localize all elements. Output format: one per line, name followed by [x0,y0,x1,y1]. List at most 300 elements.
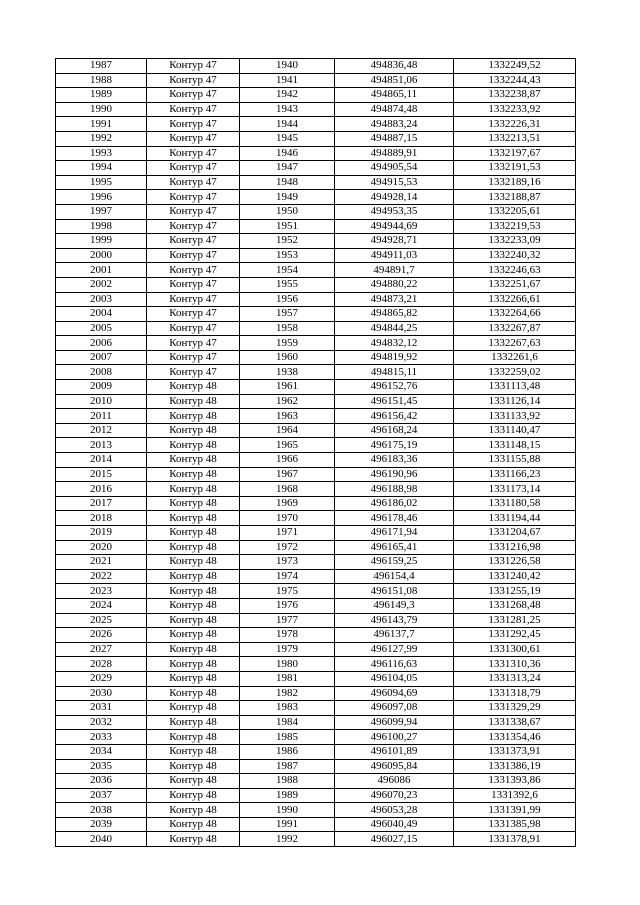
x-coordinate-cell: 494874,48 [335,102,454,117]
row-number-cell: 2011 [56,409,147,424]
point-number-cell: 1977 [240,613,335,628]
row-number-cell: 2023 [56,584,147,599]
table-row [56,569,576,584]
table-row [56,832,576,847]
point-number-cell: 1991 [240,817,335,832]
contour-cell: Контур 47 [147,321,240,336]
contour-cell: Контур 48 [147,613,240,628]
row-number-cell: 2008 [56,365,147,380]
x-coordinate-cell: 494815,11 [335,365,454,380]
table-row [56,482,576,497]
contour-cell: Контур 48 [147,380,240,395]
row-number-cell: 2000 [56,248,147,263]
point-number-cell: 1955 [240,277,335,292]
y-coordinate-cell: 1331338,67 [454,715,576,730]
x-coordinate-cell: 494889,91 [335,146,454,161]
table-row [56,365,576,380]
point-number-cell: 1950 [240,204,335,219]
row-number-cell: 1998 [56,219,147,234]
row-number-cell: 2030 [56,686,147,701]
y-coordinate-cell: 1332205,61 [454,204,576,219]
point-number-cell: 1960 [240,350,335,365]
y-coordinate-cell: 1332246,63 [454,263,576,278]
row-number-cell: 2006 [56,336,147,351]
point-number-cell: 1983 [240,701,335,716]
table-row [56,263,576,278]
contour-cell: Контур 48 [147,657,240,672]
row-number-cell: 2010 [56,394,147,409]
contour-cell: Контур 48 [147,686,240,701]
row-number-cell: 1991 [56,117,147,132]
point-number-cell: 1976 [240,598,335,613]
table-row [56,613,576,628]
table-row [56,759,576,774]
row-number-cell: 2035 [56,759,147,774]
x-coordinate-cell: 494832,12 [335,336,454,351]
y-coordinate-cell: 1332233,92 [454,102,576,117]
point-number-cell: 1948 [240,175,335,190]
y-coordinate-cell: 1331386,19 [454,759,576,774]
table-row [56,204,576,219]
contour-cell: Контур 48 [147,394,240,409]
table-row [56,161,576,176]
y-coordinate-cell: 1332240,32 [454,248,576,263]
row-number-cell: 2034 [56,744,147,759]
row-number-cell: 2001 [56,263,147,278]
point-number-cell: 1941 [240,73,335,88]
row-number-cell: 2021 [56,555,147,570]
contour-cell: Контур 47 [147,292,240,307]
table-row [56,803,576,818]
x-coordinate-cell: 494915,53 [335,175,454,190]
row-number-cell: 2033 [56,730,147,745]
row-number-cell: 1987 [56,59,147,74]
y-coordinate-cell: 1332226,31 [454,117,576,132]
contour-cell: Контур 48 [147,701,240,716]
y-coordinate-cell: 1332213,51 [454,131,576,146]
row-number-cell: 2040 [56,832,147,847]
table-row [56,526,576,541]
row-number-cell: 2007 [56,350,147,365]
x-coordinate-cell: 496165,41 [335,540,454,555]
point-number-cell: 1942 [240,88,335,103]
contour-cell: Контур 47 [147,263,240,278]
y-coordinate-cell: 1332233,09 [454,234,576,249]
x-coordinate-cell: 496137,7 [335,628,454,643]
table-row [56,59,576,74]
x-coordinate-cell: 494944,69 [335,219,454,234]
y-coordinate-cell: 1332266,61 [454,292,576,307]
row-number-cell: 2002 [56,277,147,292]
x-coordinate-cell: 496186,02 [335,496,454,511]
y-coordinate-cell: 1331180,58 [454,496,576,511]
point-number-cell: 1949 [240,190,335,205]
contour-cell: Контур 48 [147,569,240,584]
y-coordinate-cell: 1331313,24 [454,671,576,686]
table-row [56,496,576,511]
y-coordinate-cell: 1331373,91 [454,744,576,759]
y-coordinate-cell: 1331391,99 [454,803,576,818]
point-number-cell: 1974 [240,569,335,584]
x-coordinate-cell: 496094,69 [335,686,454,701]
y-coordinate-cell: 1331255,19 [454,584,576,599]
point-number-cell: 1964 [240,423,335,438]
y-coordinate-cell: 1331378,91 [454,832,576,847]
table-row [56,642,576,657]
contour-cell: Контур 47 [147,219,240,234]
point-number-cell: 1979 [240,642,335,657]
table-row [56,598,576,613]
table-row [56,628,576,643]
table-row [56,146,576,161]
x-coordinate-cell: 494851,06 [335,73,454,88]
x-coordinate-cell: 496151,45 [335,394,454,409]
contour-cell: Контур 47 [147,190,240,205]
contour-cell: Контур 48 [147,628,240,643]
contour-cell: Контур 47 [147,131,240,146]
y-coordinate-cell: 1332267,63 [454,336,576,351]
table-row [56,730,576,745]
x-coordinate-cell: 496104,05 [335,671,454,686]
x-coordinate-cell: 496101,89 [335,744,454,759]
table-row [56,467,576,482]
row-number-cell: 2019 [56,526,147,541]
point-number-cell: 1970 [240,511,335,526]
table-row [56,73,576,88]
row-number-cell: 1999 [56,234,147,249]
contour-cell: Контур 47 [147,117,240,132]
x-coordinate-cell: 494819,92 [335,350,454,365]
point-number-cell: 1945 [240,131,335,146]
x-coordinate-cell: 496171,94 [335,526,454,541]
x-coordinate-cell: 496070,23 [335,788,454,803]
row-number-cell: 1994 [56,161,147,176]
y-coordinate-cell: 1332189,16 [454,175,576,190]
point-number-cell: 1965 [240,438,335,453]
y-coordinate-cell: 1331240,42 [454,569,576,584]
x-coordinate-cell: 496100,27 [335,730,454,745]
point-number-cell: 1971 [240,526,335,541]
row-number-cell: 1993 [56,146,147,161]
x-coordinate-cell: 494928,14 [335,190,454,205]
row-number-cell: 2031 [56,701,147,716]
point-number-cell: 1992 [240,832,335,847]
x-coordinate-cell: 494905,54 [335,161,454,176]
point-number-cell: 1961 [240,380,335,395]
contour-cell: Контур 48 [147,511,240,526]
point-number-cell: 1954 [240,263,335,278]
contour-cell: Контур 48 [147,584,240,599]
y-coordinate-cell: 1332249,52 [454,59,576,74]
table-row [56,584,576,599]
contour-cell: Контур 47 [147,175,240,190]
x-coordinate-cell: 496190,96 [335,467,454,482]
y-coordinate-cell: 1332219,53 [454,219,576,234]
point-number-cell: 1967 [240,467,335,482]
table-row [56,394,576,409]
y-coordinate-cell: 1332251,67 [454,277,576,292]
contour-cell: Контур 47 [147,59,240,74]
contour-cell: Контур 48 [147,438,240,453]
y-coordinate-cell: 1331318,79 [454,686,576,701]
point-number-cell: 1968 [240,482,335,497]
point-number-cell: 1985 [240,730,335,745]
point-number-cell: 1981 [240,671,335,686]
contour-cell: Контур 47 [147,307,240,322]
row-number-cell: 2027 [56,642,147,657]
x-coordinate-cell: 494844,25 [335,321,454,336]
contour-cell: Контур 48 [147,744,240,759]
y-coordinate-cell: 1331226,58 [454,555,576,570]
y-coordinate-cell: 1331392,6 [454,788,576,803]
y-coordinate-cell: 1331216,98 [454,540,576,555]
contour-cell: Контур 48 [147,409,240,424]
point-number-cell: 1982 [240,686,335,701]
y-coordinate-cell: 1332188,87 [454,190,576,205]
contour-cell: Контур 48 [147,774,240,789]
y-coordinate-cell: 1331268,48 [454,598,576,613]
table-row [56,540,576,555]
point-number-cell: 1957 [240,307,335,322]
row-number-cell: 2038 [56,803,147,818]
table-row [56,117,576,132]
coordinates-table [55,58,576,847]
row-number-cell: 2009 [56,380,147,395]
row-number-cell: 2036 [56,774,147,789]
contour-cell: Контур 48 [147,671,240,686]
table-row [56,671,576,686]
point-number-cell: 1962 [240,394,335,409]
row-number-cell: 1997 [56,204,147,219]
table-row [56,423,576,438]
point-number-cell: 1943 [240,102,335,117]
x-coordinate-cell: 496127,99 [335,642,454,657]
row-number-cell: 2005 [56,321,147,336]
contour-cell: Контур 48 [147,642,240,657]
point-number-cell: 1980 [240,657,335,672]
point-number-cell: 1938 [240,365,335,380]
y-coordinate-cell: 1331393,86 [454,774,576,789]
table-row [56,511,576,526]
y-coordinate-cell: 1331126,14 [454,394,576,409]
table-row [56,321,576,336]
y-coordinate-cell: 1331166,23 [454,467,576,482]
point-number-cell: 1940 [240,59,335,74]
x-coordinate-cell: 494911,03 [335,248,454,263]
contour-cell: Контур 47 [147,102,240,117]
table-row [56,131,576,146]
contour-cell: Контур 47 [147,88,240,103]
x-coordinate-cell: 494891,7 [335,263,454,278]
row-number-cell: 1992 [56,131,147,146]
table-row [56,88,576,103]
x-coordinate-cell: 496188,98 [335,482,454,497]
x-coordinate-cell: 494836,48 [335,59,454,74]
contour-cell: Контур 48 [147,482,240,497]
point-number-cell: 1990 [240,803,335,818]
y-coordinate-cell: 1331310,36 [454,657,576,672]
y-coordinate-cell: 1331300,61 [454,642,576,657]
point-number-cell: 1988 [240,774,335,789]
contour-cell: Контур 48 [147,832,240,847]
table-row [56,292,576,307]
point-number-cell: 1973 [240,555,335,570]
row-number-cell: 2029 [56,671,147,686]
x-coordinate-cell: 496183,36 [335,453,454,468]
contour-cell: Контур 48 [147,788,240,803]
contour-cell: Контур 48 [147,496,240,511]
x-coordinate-cell: 494865,11 [335,88,454,103]
x-coordinate-cell: 496053,28 [335,803,454,818]
row-number-cell: 2020 [56,540,147,555]
row-number-cell: 2026 [56,628,147,643]
contour-cell: Контур 48 [147,803,240,818]
x-coordinate-cell: 496116,63 [335,657,454,672]
point-number-cell: 1963 [240,409,335,424]
x-coordinate-cell: 494883,24 [335,117,454,132]
contour-cell: Контур 47 [147,73,240,88]
y-coordinate-cell: 1331173,14 [454,482,576,497]
x-coordinate-cell: 494880,22 [335,277,454,292]
table-row [56,555,576,570]
contour-cell: Контур 48 [147,715,240,730]
contour-cell: Контур 48 [147,555,240,570]
x-coordinate-cell: 494873,21 [335,292,454,307]
row-number-cell: 2003 [56,292,147,307]
row-number-cell: 1989 [56,88,147,103]
row-number-cell: 2013 [56,438,147,453]
point-number-cell: 1986 [240,744,335,759]
row-number-cell: 2025 [56,613,147,628]
row-number-cell: 2017 [56,496,147,511]
point-number-cell: 1951 [240,219,335,234]
contour-cell: Контур 47 [147,350,240,365]
point-number-cell: 1959 [240,336,335,351]
contour-cell: Контур 47 [147,146,240,161]
row-number-cell: 2015 [56,467,147,482]
row-number-cell: 2039 [56,817,147,832]
table-row [56,380,576,395]
row-number-cell: 1990 [56,102,147,117]
x-coordinate-cell: 494865,82 [335,307,454,322]
y-coordinate-cell: 1331194,44 [454,511,576,526]
contour-cell: Контур 48 [147,759,240,774]
y-coordinate-cell: 1331385,98 [454,817,576,832]
table-row [56,409,576,424]
point-number-cell: 1984 [240,715,335,730]
y-coordinate-cell: 1332264,66 [454,307,576,322]
row-number-cell: 2037 [56,788,147,803]
point-number-cell: 1987 [240,759,335,774]
table-row [56,102,576,117]
y-coordinate-cell: 1332244,43 [454,73,576,88]
x-coordinate-cell: 496143,79 [335,613,454,628]
row-number-cell: 1996 [56,190,147,205]
x-coordinate-cell: 496154,4 [335,569,454,584]
x-coordinate-cell: 496097,08 [335,701,454,716]
x-coordinate-cell: 496149,3 [335,598,454,613]
contour-cell: Контур 48 [147,540,240,555]
point-number-cell: 1989 [240,788,335,803]
table-row [56,453,576,468]
contour-cell: Контур 48 [147,817,240,832]
y-coordinate-cell: 1331281,25 [454,613,576,628]
y-coordinate-cell: 1331148,15 [454,438,576,453]
table-row [56,438,576,453]
table-row [56,175,576,190]
point-number-cell: 1975 [240,584,335,599]
point-number-cell: 1947 [240,161,335,176]
table-row [56,657,576,672]
contour-cell: Контур 47 [147,365,240,380]
point-number-cell: 1956 [240,292,335,307]
table-row [56,277,576,292]
contour-cell: Контур 47 [147,336,240,351]
y-coordinate-cell: 1332197,67 [454,146,576,161]
contour-cell: Контур 48 [147,598,240,613]
contour-cell: Контур 47 [147,234,240,249]
row-number-cell: 2032 [56,715,147,730]
y-coordinate-cell: 1332238,87 [454,88,576,103]
table-row [56,817,576,832]
table-row [56,234,576,249]
x-coordinate-cell: 496156,42 [335,409,454,424]
contour-cell: Контур 48 [147,453,240,468]
x-coordinate-cell: 496175,19 [335,438,454,453]
y-coordinate-cell: 1331133,92 [454,409,576,424]
y-coordinate-cell: 1332259,02 [454,365,576,380]
x-coordinate-cell: 496152,76 [335,380,454,395]
point-number-cell: 1952 [240,234,335,249]
table-row [56,350,576,365]
contour-cell: Контур 48 [147,730,240,745]
point-number-cell: 1969 [240,496,335,511]
table-row [56,701,576,716]
y-coordinate-cell: 1331155,88 [454,453,576,468]
row-number-cell: 2022 [56,569,147,584]
point-number-cell: 1944 [240,117,335,132]
table-row [56,686,576,701]
point-number-cell: 1972 [240,540,335,555]
x-coordinate-cell: 496095,84 [335,759,454,774]
table-row [56,744,576,759]
x-coordinate-cell: 494953,35 [335,204,454,219]
table-row [56,774,576,789]
document-page [55,58,575,847]
point-number-cell: 1946 [240,146,335,161]
x-coordinate-cell: 496168,24 [335,423,454,438]
contour-cell: Контур 48 [147,526,240,541]
table-row [56,219,576,234]
table-row [56,190,576,205]
contour-cell: Контур 48 [147,423,240,438]
x-coordinate-cell: 496040,49 [335,817,454,832]
y-coordinate-cell: 1331204,67 [454,526,576,541]
x-coordinate-cell: 496086 [335,774,454,789]
row-number-cell: 1988 [56,73,147,88]
coordinates-table-body [56,59,576,847]
contour-cell: Контур 48 [147,467,240,482]
y-coordinate-cell: 1332267,87 [454,321,576,336]
point-number-cell: 1978 [240,628,335,643]
row-number-cell: 2004 [56,307,147,322]
y-coordinate-cell: 1331113,48 [454,380,576,395]
table-row [56,307,576,322]
x-coordinate-cell: 496178,46 [335,511,454,526]
contour-cell: Контур 47 [147,161,240,176]
y-coordinate-cell: 1331140,47 [454,423,576,438]
contour-cell: Контур 47 [147,277,240,292]
